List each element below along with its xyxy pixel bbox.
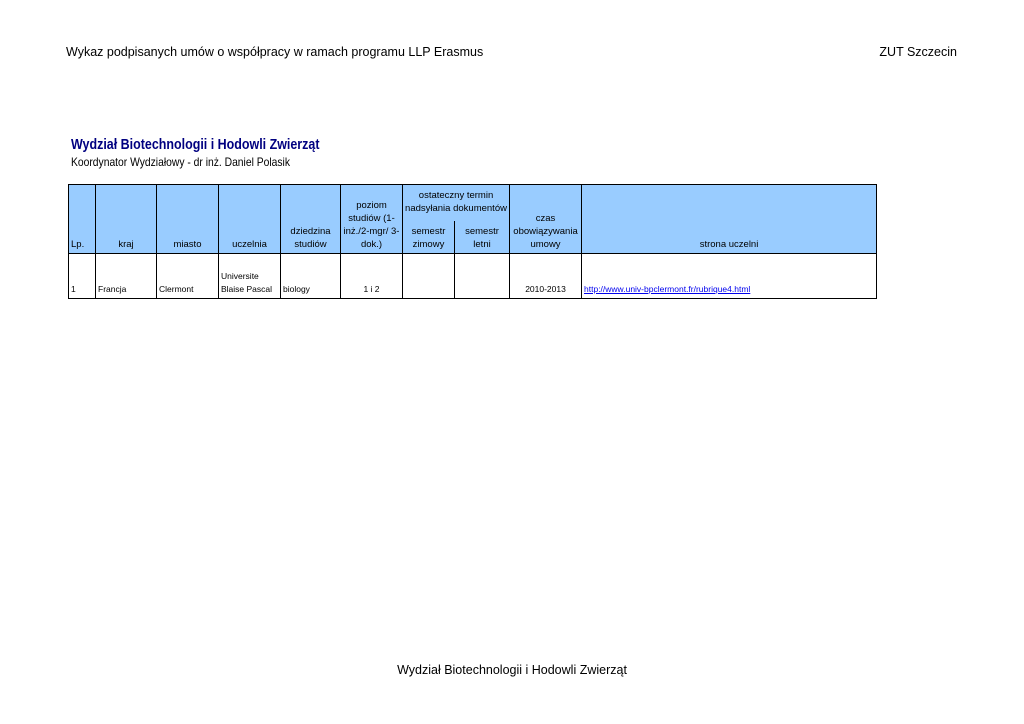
university-website-link[interactable]: http://www.univ-bpclermont.fr/rubrique4.html [584, 284, 751, 294]
cell-semestr-letni [455, 254, 510, 299]
cell-kraj: Francja [96, 254, 157, 299]
cell-dziedzina: biology [281, 254, 341, 299]
page-footer: Wydział Biotechnologii i Hodowli Zwierząt [397, 663, 627, 677]
col-header-semestr-letni: semestr letni [455, 221, 510, 254]
agreements-table [68, 184, 877, 299]
col-header-lp: Lp. [69, 185, 96, 254]
cell-semestr-zimowy [403, 254, 455, 299]
cell-czas: 2010-2013 [510, 254, 582, 299]
col-header-kraj: kraj [96, 185, 157, 254]
col-header-poziom: poziom studiów (1-inż./2-mgr/ 3- dok.) [341, 185, 403, 254]
cell-miasto: Clermont [157, 254, 219, 299]
col-header-dziedzina: dziedzina studiów [281, 185, 341, 254]
table-row [69, 254, 877, 299]
page-header-left: Wykaz podpisanych umów o współpracy w ramach programu LLP Erasmus [66, 45, 484, 59]
table-header-row [69, 185, 877, 222]
col-header-semestr-zimowy: semestr zimowy [403, 221, 455, 254]
col-header-uczelnia: uczelnia [219, 185, 281, 254]
coordinator-line: Koordynator Wydziałowy - dr inż. Daniel Polasik [71, 155, 291, 169]
col-header-miasto: miasto [157, 185, 219, 254]
department-title: Wydział Biotechnologii i Hodowli Zwierząt [71, 137, 320, 153]
col-header-czas: czas obowiązywania umowy [510, 185, 582, 254]
cell-lp: 1 [69, 254, 96, 299]
page-header-right: ZUT Szczecin [879, 45, 957, 59]
cell-poziom: 1 i 2 [341, 254, 403, 299]
agreements-table-wrapper [68, 184, 877, 299]
cell-strona [582, 254, 877, 299]
col-header-termin: ostateczny termin nadsyłania dokumentów [403, 185, 510, 222]
col-header-strona: strona uczelni [582, 185, 877, 254]
cell-uczelnia: Universite Blaise Pascal [219, 254, 281, 299]
